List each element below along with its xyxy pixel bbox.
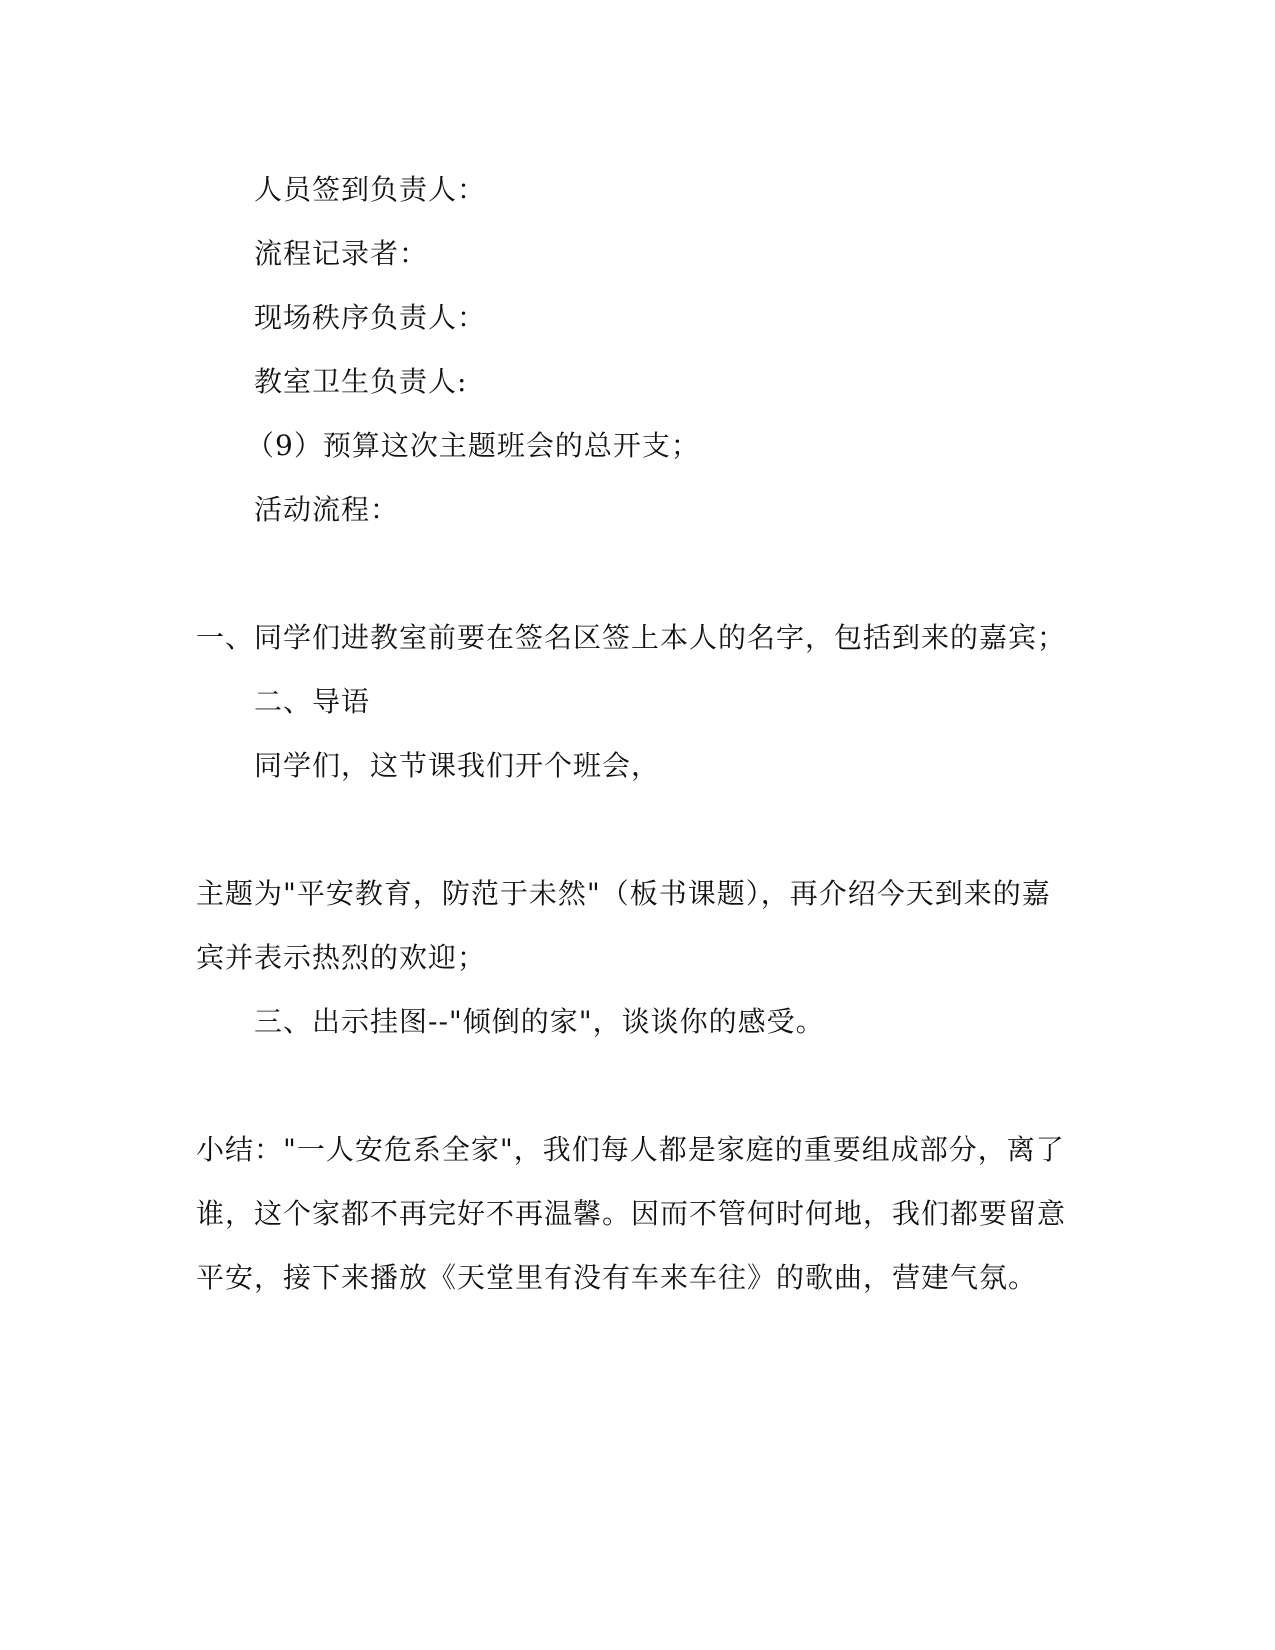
- text-line-theme: 主题为"平安教育，防范于未然"（板书课题），再介绍今天到来的嘉: [196, 877, 1051, 910]
- text-line-order-lead: 现场秩序负责人：: [254, 301, 487, 334]
- text-line-step-three: 三、出示挂图--"倾倒的家"，谈谈你的感受。: [254, 1005, 825, 1038]
- text-line-summary-2: 谁，这个家都不再完好不再温馨。因而不管何时何地，我们都要留意: [196, 1197, 1067, 1230]
- text-line-summary-3: 平安，接下来播放《天堂里有没有车来车往》的歌曲，营建气氛。: [196, 1261, 1038, 1294]
- text-line-step-one: 一、同学们进教室前要在签名区签上本人的名字，包括到来的嘉宾；: [196, 621, 1067, 654]
- text-line-welcome: 宾并表示热烈的欢迎；: [196, 941, 487, 974]
- text-line-recorder: 流程记录者：: [254, 237, 429, 270]
- text-line-greeting: 同学们，这节课我们开个班会，: [254, 749, 661, 782]
- text-line-summary-1: 小结："一人安危系全家"，我们每人都是家庭的重要组成部分，离了: [196, 1133, 1065, 1166]
- text-line-budget: （9）预算这次主题班会的总开支；: [246, 429, 700, 462]
- text-line-hygiene-lead: 教室卫生负责人:: [254, 365, 468, 398]
- text-line-activity-flow: 活动流程：: [254, 493, 400, 526]
- text-line-signin-lead: 人员签到负责人：: [254, 173, 487, 206]
- text-line-step-two: 二、导语: [254, 685, 371, 718]
